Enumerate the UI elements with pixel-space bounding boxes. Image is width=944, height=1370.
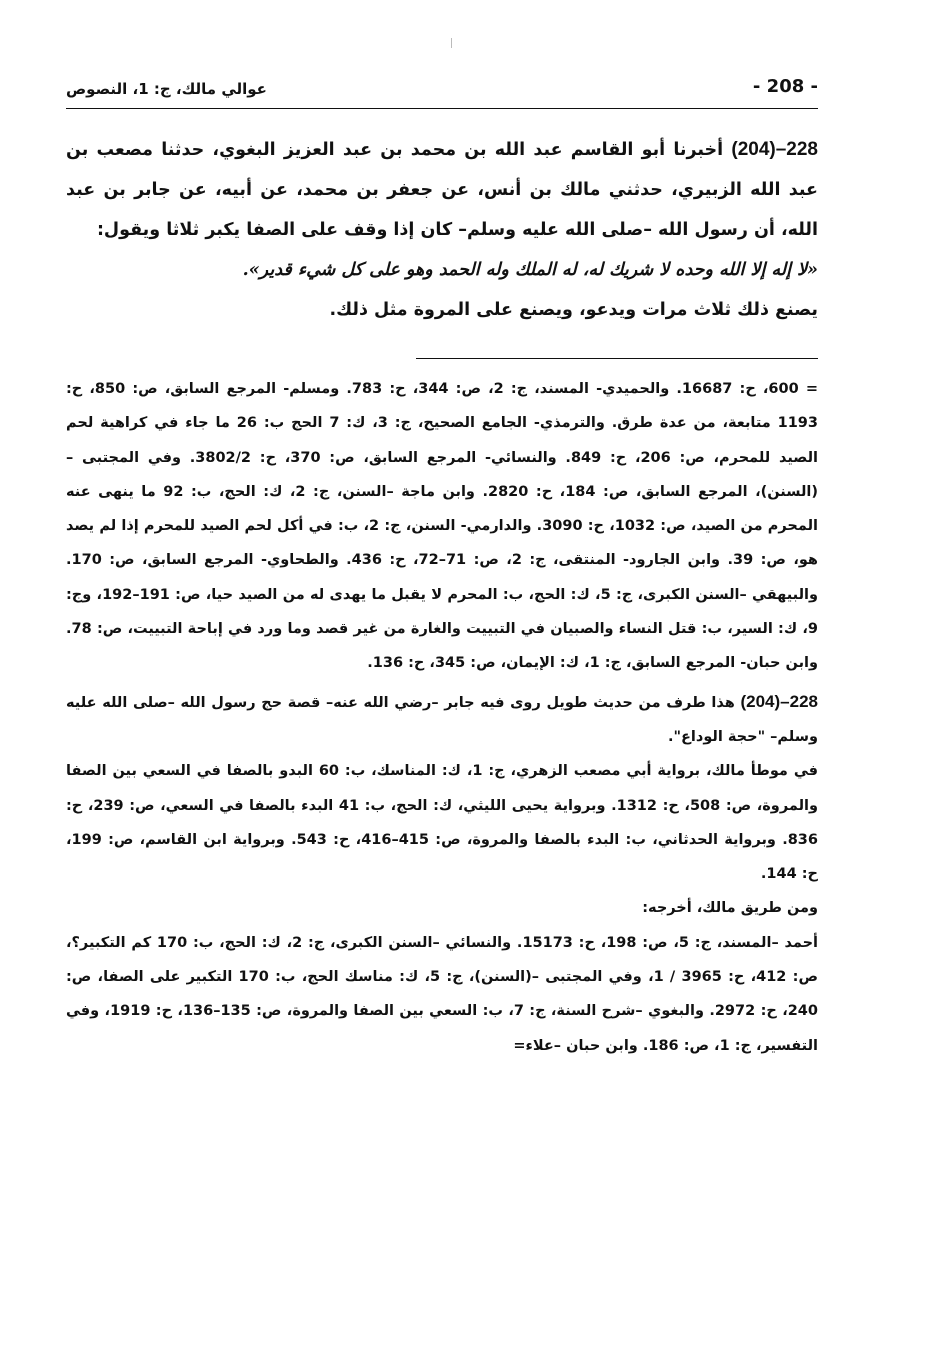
footnotes	[66, 372, 818, 1063]
footnote-continuation: = 600، ح: 16687. والحميدي- المسند، ج: 2، ص: 344، ح: 783. ومسلم- المرجع السابق، ص: 850، ح: 1193 متابعة، من عدة طرق. والترمذي- الجامع الصحيح، ج: 3، ك: 7 الحج ب: 26 ما جاء في كراهية لحم الصيد للمحرم، ص: 206، ح: 849. والنسائي- المرجع السابق، ص: 370، ح: 3802/2. وفي المجتبى –(السنن)، المرجع السابق، ص: 184، ح: 2820. وابن ماجة –السنن، ج: 2، ك: الحج، ب: 92 ما ينهى عنه المحرم من الصيد، ص: 1032، ح: 3090. والدارمي- السنن، ج: 2، ب: في أكل لحم الصيد للمحرم إذا لم يصد هو، ص: 39. وابن الجارود- المنتقى، ج: 2، ص: 71–72، ح: 436. والطحاوي- المرجع السابق، ص: 170. والبيهقي –السنن الكبرى، ج: 5، ك: الحج، ب: المحرم لا يقبل ما يهدى له من الصيد حيا، ص: 191–192، وج: 9، ك: السير، ب: قتل النساء والصبيان في التبييت والغارة من غير قصد وما ورد في إباحة التبييت، ص: 78. وابن حبان- المرجع السابق، ج: 1، ك: الإيمان، ص: 345، ح: 136.	[66, 381, 819, 672]
muwatta-references: في موطأ مالك، برواية أبي مصعب الزهري، ج: 1، ك: المناسك، ب: 60 البدو بالصفا في السعي بين الصفا والمروة، ص: 508، ح: 1312. وبرواية يحيى الليثي، ك: الحج، ب: 41 البدء بالصفا في السعي، ص: 239، ح: 836. وبرواية الحدثاني، ب: البدء بالصفا والمروة، ص: 415–416، ح: 543. وبرواية ابن القاسم، ص: 199، ح: 144.	[66, 763, 818, 883]
other-sources-references: أحمد –المسند، ج: 5، ص: 198، ح: 15173. والنسائي –السنن الكبرى، ج: 2، ك: الحج، ب: 170 كم التكبير؟، ص: 412، ح: 3965 / 1، وفي المجتبى –(السنن)، ج: 5، ك: مناسك الحج، ب: 170 التكبير على الصفا، ص: 240، ح: 2972. والبغوي –شرح السنة، ج: 7، ب: السعي بين الصفا والمروة، ص: 135–136، ح: 1919، وفي التفسير، ج: 1، ص: 186. وابن حبان –علاء=	[66, 934, 818, 1054]
running-title: عوالي مالك، ج: 1، النصوص	[66, 80, 267, 98]
hadith-closing-text: يصنع ذلك ثلاث مرات ويدعو، ويصنع على المروة مثل ذلك.	[329, 300, 818, 320]
hadith-text	[66, 130, 818, 330]
hadith-number: 228–(204)	[731, 139, 818, 160]
hadith-isnad-text: أخبرنا أبو القاسم عبد الله بن محمد بن عبد العزيز البغوي، حدثنا مصعب بن عبد الله الزبيري، حدثني مالك بن أنس، عن جعفر بن محمد، عن أبيه، عن جابر بن عبد الله، أن رسول الله –صلى الله عليه وسلم– كان إذا وقف على الصفا يكبر ثلاثا ويقول:	[66, 140, 818, 240]
malik-path-heading: ومن طريق مالك، أخرجه:	[642, 900, 818, 917]
takhrij-intro-paragraph	[66, 685, 818, 755]
header-rule	[66, 108, 818, 109]
page-number: - 208 -	[752, 76, 818, 97]
hadith-isnad-paragraph	[66, 130, 818, 250]
hadith-quote: «لا إله إلا الله وحده لا شريك له، له الملك وله الحمد وهو على كل شيء قدير».	[242, 260, 818, 280]
page-header	[66, 76, 818, 106]
scan-artifact-mark	[451, 38, 452, 48]
takhrij-hadith-number: 228–(204)	[740, 691, 818, 711]
footnote-separator	[416, 358, 818, 359]
takhrij-intro-text: هذا طرف من حديث طويل روى فيه جابر –رضي الله عنه– قصة حج رسول الله –صلى الله عليه وسلم– "حجة الوداع".	[66, 694, 818, 745]
